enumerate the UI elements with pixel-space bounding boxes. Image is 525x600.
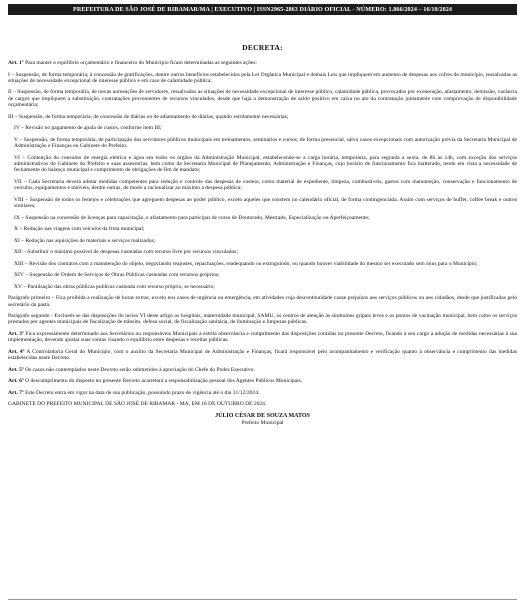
item-xiv: XIV – Suspensão de Ordem de Serviços de Obras Públicas custeadas com recursos próprios; bbox=[14, 272, 220, 279]
item-ix: IX – Suspensão na concessão de licenças para capacitação, e afastamento para participar de curso de Doutorado, Mestrado, Especialização ou Aperfeiçoamento; bbox=[14, 214, 370, 221]
article-1-text: Para manter o equilíbrio orçamentário e financeiro do Município ficam determinadas as seguintes ações: bbox=[25, 60, 257, 66]
item-ii: II – Suspensão, de forma temporária, de novas nomeações de servidores, ressalvados as situações de necessidade excepcional de interesse público, calamidade pública, provocados por exoneração, afastamento, demissão, vacância de cargos que impliquem a substituição, contratações provenientes de recursos vinculados, desde que haja a demonstração de saldo positivo em caixa no ato da contratação juntamente com comprovação de disponibilidade orçamentária; bbox=[8, 89, 517, 109]
gazette-header: PREFEITURA DE SÃO JOSÉ DE RIBAMAR/MA | EXECUTIVO | ISSN2965-2863 DIÁRIO OFICIAL - NÚMERO: 1.866/2024 – 16/10/2024 bbox=[8, 4, 517, 15]
paragraph-first: Parágrafo primeiro – Fica proibida a realização de horas extras, exceto nos casos de urgência ou emergência, em atividades cuja descontinuidade cause prejuízos aos serviços públicos ou aos cidadãos, desde que justificadas pelo secretário da pasta. bbox=[8, 295, 517, 308]
item-xv: XV – Paralisação das obras públicas publicas custeada com recurso próprio, se necessário; bbox=[14, 283, 215, 290]
item-vi: VI – Contenção do consumo de energia elétrica e água em todos os órgãos da Administração Municipal, estabelecendo-se a carga horária, temporária, para segunda a sexta, de 8h às 14h, com exceção dos serviços administrativos do Gabinete do Prefeito e suas assessorias, bem como da Secretaria Municipal de Planejamento, Administração e Finanças, cujo horário de funcionamento fica inalterado, tendo em vista a necessidade de fechamento do balanço municipal e cumprimento de obrigações de fim de mandato; bbox=[14, 154, 517, 174]
article-3-text: Fica expressamente determinado aos Secretários ou responsáveis Municipais a estrita observância e cumprimento das disposições contidas no presente Decreto, ficando a seu cargo a adoção de medidas necessárias à sua implementação, devendo ajustar suas contas visando o equilíbrio entre despesas e receitas públicas. bbox=[8, 331, 517, 344]
article-5 bbox=[8, 367, 517, 373]
article-4-text: A Controladoria Geral do Município, com o auxílio da Secretaria Municipal de Administração e Finanças, ficará responsável pelo acompanhamento e verificação quanto à observância e cumprimento das medidas estabelecidas neste Decreto. bbox=[8, 348, 517, 362]
article-7 bbox=[8, 390, 517, 396]
item-iv: IV – Revisão no pagamento de ajuda de custos, conforme item III; bbox=[14, 125, 162, 132]
article-4 bbox=[8, 349, 517, 362]
closing-statement: GABINETE DO PREFEITO MUNICIPAL DE SÃO JOSÉ DE RIBAMAR - MA, EM 16 DE OUTUBRO DE 2024. bbox=[8, 401, 267, 408]
item-v: V – Suspensão, de forma temporária, de participação dos servidores públicos municipais em treinamentos, seminários e cursos, de forma presencial, salvo casos excepcionais com autorização prévia da Secretaria Municipal de Administração e Finanças ou Gabinete do Prefeito; bbox=[14, 136, 517, 150]
decree-heading: DECRETA: bbox=[242, 43, 283, 52]
item-iii: III – Suspensão, de forma temporária, de concessão de diárias ou de adiantamento de diárias, quando estritamente necessárias; bbox=[8, 113, 289, 120]
signature-block bbox=[8, 413, 517, 426]
article-7-text: Este Decreto entra em vigor na data de sua publicação, possuindo prazo de vigência até o dia 31/12/2024. bbox=[25, 389, 260, 396]
article-5-text: Os casos não contemplados neste Decreto serão submetidos à apreciação do Chefe do Poder Executivo. bbox=[25, 366, 255, 373]
decree-body bbox=[8, 60, 517, 426]
item-viii: VIII – Suspensão de todos os festejos e celebrações que agreguem despesas ao poder público, exceto aqueles que constem no calendário oficial, de forma contingenciada. Assim com serviços de buffet, coffee break e outros similares; bbox=[14, 196, 517, 209]
article-6-label: Art. 6º bbox=[8, 378, 24, 385]
item-xiii: XIII – Revisão dos contratos com a manutenção do objeto, negociando reajustes, repactuações, readequando ou extinguindo, ou quando houver viabilidade do mesmo ser executado sem ônus para o Município; bbox=[14, 260, 478, 267]
article-4-label: Art. 4º bbox=[8, 348, 25, 355]
item-i: I – Suspensão, de forma temporária, à concessão de gratificações, dentre outros benefícios estabelecidos pela Lei Orgânica Municipal e demais Leis que impliquem em aumento de despesas aos cofres do município, ressalvadas as situações de necessidade excepcional de interesse público e em caso de calamidade pública; bbox=[8, 71, 517, 84]
item-xi: XI – Redução nas aquisições de materiais e serviços realizados; bbox=[14, 237, 156, 244]
item-xii: XII – Substituir o máximo possível de despesas custeadas com recurso livre por recursos vinculados; bbox=[14, 249, 238, 256]
article-6-text: O descumprimento do disposto no presente Decreto acarretará a responsabilização pessoal dos Agentes Públicos Municipais. bbox=[25, 378, 303, 385]
item-x: X – Redução nas viagens com veículos da frota municipal; bbox=[14, 226, 145, 233]
article-3 bbox=[8, 331, 517, 344]
paragraph-second: Parágrafo segundo - Excluem-se das disposições do inciso VI deste artigo os hospitais, maternidade municipal, SAMU, os centros de atenção às síndromes gripais leves e os pontos de vacinação municipal, bem como os serviços prestados por agentes municipais de fiscalização de trânsito, defesa social, de fiscalização sanitária, de iluminação e limpezas públicas. bbox=[8, 313, 517, 326]
article-1-label: Art. 1º bbox=[8, 60, 24, 66]
article-3-label: Art. 3º bbox=[8, 331, 24, 337]
article-7-label: Art. 7º bbox=[8, 389, 24, 396]
article-1 bbox=[8, 60, 517, 66]
signatory-role: Prefeito Municipal bbox=[241, 419, 284, 426]
signatory-name: JÚLIO CÉSAR DE SOUZA MATOS bbox=[215, 412, 310, 419]
item-vii: VII – Cada Secretaria deverá adotar medidas competentes para redução e controle das despesas de custeio, como material de expediente, limpeza, combustíveis, gastos com manutenção, conservação e funcionamento de veículos, equipamentos e imóveis, dentre outras, de modo a racionalizar ao máximo a despesa pública; bbox=[14, 178, 517, 192]
article-6 bbox=[8, 378, 517, 384]
article-5-label: Art. 5º bbox=[8, 366, 24, 373]
